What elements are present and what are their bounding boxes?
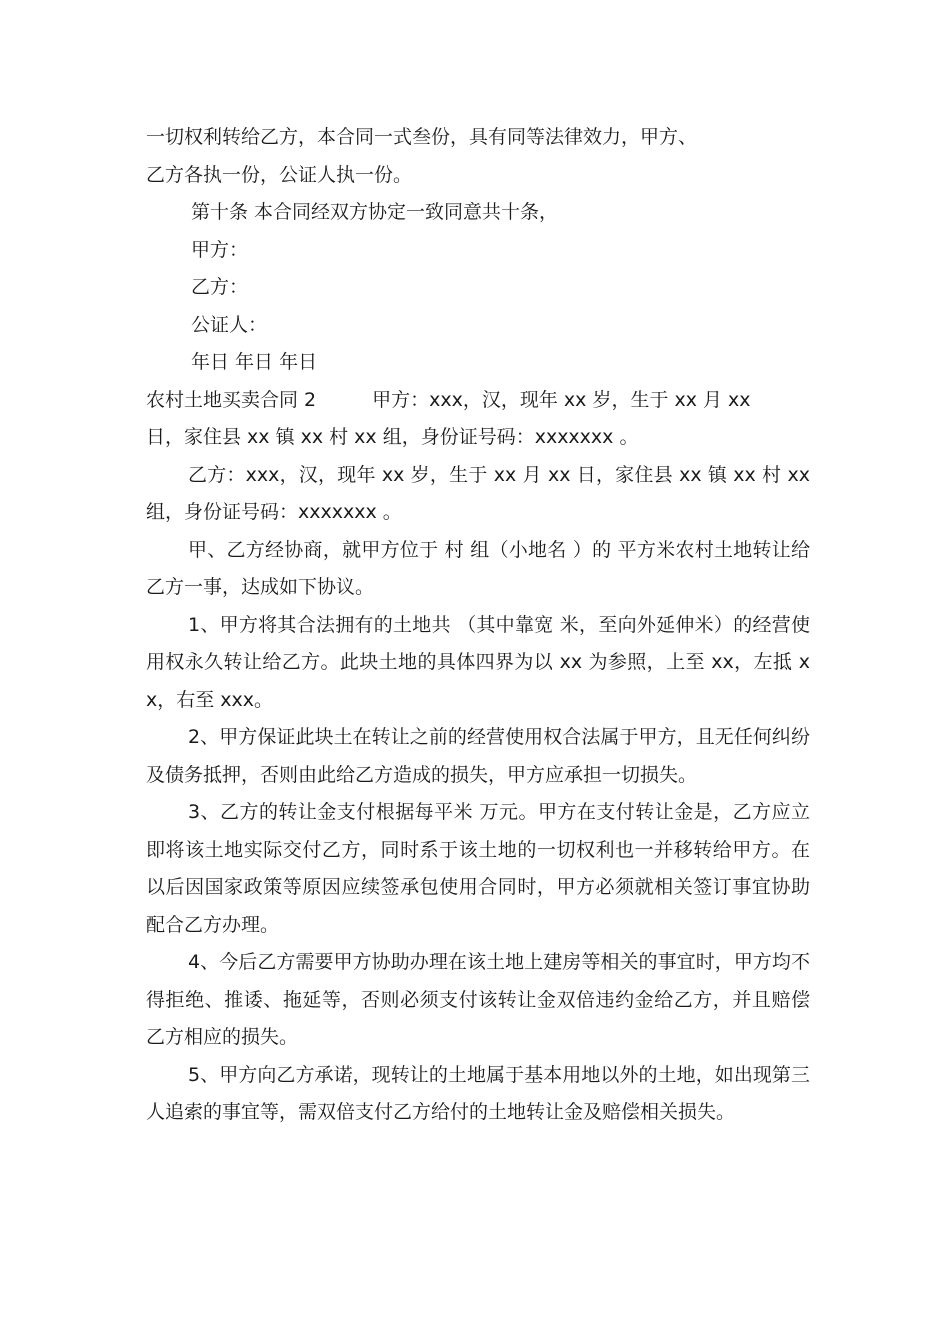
- agreement-preamble: 甲、乙方经协商，就甲方位于 村 组（小地名 ）的 平方米农村土地转让给乙方一事，达成如下协议。: [146, 538, 810, 598]
- party-b-signature-label: 乙方：: [191, 276, 249, 298]
- document-body: [146, 119, 810, 1132]
- text-line: 乙方各执一份，公证人执一份。: [146, 163, 413, 186]
- clause-5: 5、甲方向乙方承诺，现转让的土地属于基本用地以外的土地，如出现第三人追索的事宜等，需双倍支付乙方给付的土地转让金及赔偿相关损失。: [146, 1063, 810, 1123]
- article-ten: 第十条 本合同经双方协定一致同意共十条，: [191, 201, 559, 223]
- text-line: [146, 382, 810, 420]
- clause-1: 1、甲方将其合法拥有的土地共 （其中靠宽 米，至向外延伸米）的经营使用权永久转让给乙方。此块土地的具体四界为以 xx 为参照，上至 xx，左抵 xx，右至 xxx。: [146, 613, 810, 711]
- signature-dates: 年日 年日 年日: [191, 351, 318, 373]
- clause-3: 3、乙方的转让金支付根据每平米 万元。甲方在支付转让金是，乙方应立即将该土地实际交付乙方，同时系于该土地的一切权利也一并移转给甲方。在以后因国家政策等原因应续签承包使用合同时，甲方必须就相关签订事宜协助配合乙方办理。: [146, 801, 810, 936]
- contract-title: 农村土地买卖合同 2: [146, 388, 317, 411]
- text-line: 日，家住县 xx 镇 xx 村 xx 组，身份证号码：xxxxxxx 。: [146, 426, 639, 448]
- paragraph-continuation: [146, 119, 810, 194]
- party-a-info: 甲方：xxx，汉，现年 xx 岁，生于 xx 月 xx: [372, 388, 751, 411]
- party-b-info: 乙方：xxx，汉，现年 xx 岁，生于 xx 月 xx 日，家住县 xx 镇 xx 村 xx 组，身份证号码：xxxxxxx 。: [146, 463, 810, 523]
- clause-4: 4、今后乙方需要甲方协助办理在该土地上建房等相关的事宜时，甲方均不得拒绝、推诿、拖延等，否则必须支付该转让金双倍违约金给乙方，并且赔偿乙方相应的损失。: [146, 951, 810, 1048]
- text-line: 一切权利转给乙方，本合同一式叁份，具有同等法律效力，甲方、: [146, 126, 698, 148]
- party-a-signature-label: 甲方：: [191, 238, 249, 261]
- contract-two-intro: [146, 382, 810, 457]
- clause-2: 2、甲方保证此块土在转让之前的经营使用权合法属于甲方，且无任何纠纷及债务抵押，否则由此给乙方造成的损失，甲方应承担一切损失。: [146, 726, 810, 786]
- notary-signature-label: 公证人：: [191, 313, 268, 336]
